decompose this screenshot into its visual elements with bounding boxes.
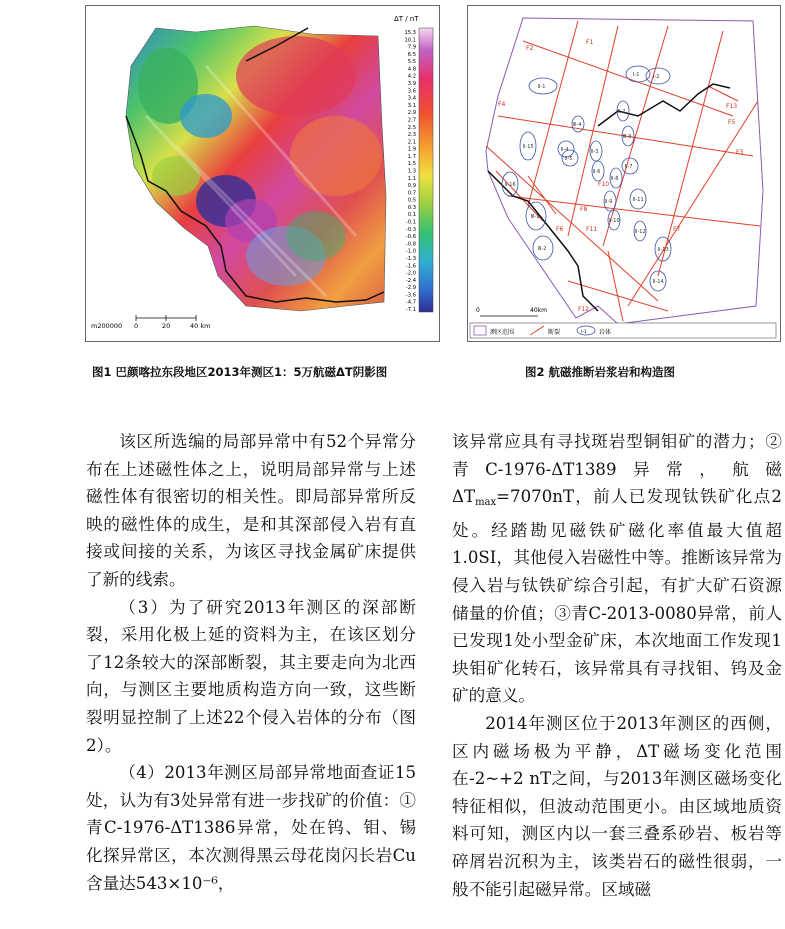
fault-label: F10 — [598, 181, 610, 188]
figure-2-structure-map — [467, 5, 781, 342]
body-label: Ⅲ-4 — [573, 122, 582, 128]
body-label: Ⅱ-6 — [593, 169, 601, 175]
body-label: Ⅱ-3 — [591, 149, 599, 155]
legend-value-label: -1.0 — [405, 248, 416, 255]
fault-label: F7 — [673, 226, 681, 233]
legend-value-label: -0.3 — [405, 226, 416, 233]
legend-boundary-label: 测区范围 — [490, 329, 515, 336]
paragraph-2014-survey: 2014年测区位于2013年测区的西侧，区内磁场极为平静，ΔT磁场变化范围在-2~+2 nT之间，与2013年测区磁场变化特征相似，但波动范围更小。由区域地质资料可知，测区内以一套三叠系砂岩、板岩等碎屑岩沉积为主，该类岩石的磁性很弱，一般不能引起磁异常。区域磁 — [452, 713, 782, 899]
legend-value-label: 3.9 — [407, 81, 416, 88]
fault-label: F6 — [556, 226, 564, 233]
legend-value-label: -4.7 — [405, 299, 416, 306]
body-label: Ⅱ-11 — [633, 197, 644, 203]
legend-labels — [404, 30, 416, 313]
paragraph-anomaly-continued: 该异常应具有寻找斑岩型铜钼矿的潜力；②青C-1976-ΔT1389异常，航磁$\Delta T_{max}=7070nT$，前人已发现钛铁矿化点2处。经踏勘见磁铁矿磁化率值最大值超1.0SI，其他侵入岩磁性中等。推断该异常为侵入岩与钛铁矿综合引起，有扩大矿石资源储量的价值；③青C-2013-0080异常，前人已发现1处小型金矿床，本次地面工作发现1块钼矿化转石，该异常具有寻找钼、钨及金矿的意义。 — [452, 432, 782, 706]
legend-value-label: 2.9 — [407, 110, 416, 117]
legend-value-label: 2.1 — [407, 139, 416, 146]
legend-value-label: 0.5 — [407, 197, 416, 204]
legend-value-label: 5.5 — [407, 59, 416, 66]
fault-label: F3 — [736, 149, 744, 156]
body-label: Ⅰ-2 — [653, 74, 660, 80]
body-label: Ⅱ-2 — [618, 109, 626, 115]
paragraph-deep-faults: （3）为了研究2013年测区的深部断裂，采用化极上延的资料为主，在该区划分了12条较大的深部断裂，其主要走向为北西向，与测区主要地质构造方向一致，这些断裂明显控制了上述22个侵入岩体的分布（图2）。 — [86, 597, 416, 755]
legend-value-label: 6.5 — [407, 51, 416, 58]
fault-label: F11 — [586, 226, 598, 233]
paragraph-local-anomalies: 该区所选编的局部异常中有52个异常分布在上述磁性体之上，说明局部异常与上述磁性体有很密切的相关性。即局部异常所反映的磁性体的成生，是和其深部侵入岩有直接或间接的关系，为该区寻找金属矿床提供了新的线索。 — [86, 432, 416, 589]
fault-label: F5 — [728, 119, 736, 126]
scale-tick-0: 0 — [476, 307, 480, 314]
legend-value-label: -0.1 — [405, 219, 416, 226]
legend-value-label: 15.3 — [404, 30, 416, 36]
scale-tick-40: 40km — [530, 307, 547, 314]
legend-value-label: 1.3 — [407, 168, 416, 175]
legend-value-label: 1.1 — [407, 175, 416, 182]
body-label: Ⅱ-1 — [538, 84, 546, 90]
scale-tick-0: 0 — [134, 322, 139, 330]
body-label: Ⅱ-5 — [565, 156, 573, 162]
legend-value-label: 2.7 — [407, 117, 416, 124]
legend-value-label: 4.8 — [407, 66, 416, 73]
legend-value-label: 0.7 — [407, 190, 416, 197]
max-subscript: max — [475, 497, 497, 509]
legend-value-label: 2.3 — [407, 132, 416, 139]
body-label: Ⅱ-4 — [561, 147, 569, 153]
legend-value-label: 0.1 — [407, 212, 416, 219]
legend-value-label: 0.3 — [407, 204, 416, 211]
magnetic-shaded-map — [86, 6, 439, 341]
legend-value-label: 3.6 — [407, 88, 416, 95]
body-label: Ⅱ-13 — [658, 247, 669, 253]
figure-2-caption: 图2 航磁推断岩浆岩和构造图 — [525, 365, 676, 379]
body-label: Ⅱ-9 — [605, 199, 613, 205]
scale-tick-40: 40 km — [190, 322, 211, 330]
body-label: Ⅱ-7 — [625, 164, 633, 170]
legend-value-label: -1.6 — [405, 263, 416, 270]
intrusive-bodies — [502, 66, 671, 291]
legend-value-label: 1.7 — [407, 153, 416, 160]
body-label: Ⅲ-3 — [623, 134, 632, 140]
body-label: Ⅱ-14 — [653, 279, 664, 285]
scale-prefix: m200000 — [91, 322, 123, 330]
body-label: Ⅰ-1 — [633, 72, 640, 78]
legend-value-label: 7.9 — [407, 44, 416, 51]
legend-value-label: 10.1 — [404, 37, 416, 44]
fault-label: F1 — [586, 39, 594, 46]
legend-value-label: -0.8 — [405, 241, 416, 248]
legend-value-label: 1.5 — [407, 161, 416, 168]
fault-label: F2 — [526, 45, 534, 52]
legend-body-sample: Ⅰ-1 — [581, 330, 587, 335]
left-text-column — [86, 428, 416, 897]
legend-value-label: -2.0 — [405, 270, 416, 277]
body-label: Ⅱ-8 — [611, 176, 619, 182]
legend-value-label: 2.5 — [407, 124, 416, 131]
figure-2-legend — [470, 323, 776, 338]
legend-value-label: 0.9 — [407, 183, 416, 190]
structure-map — [468, 6, 780, 341]
legend-value-label: 4.2 — [407, 73, 416, 80]
body-label: Ⅱ-15 — [523, 144, 534, 150]
legend-value-label: 3.4 — [407, 95, 416, 102]
fault-label: F4 — [498, 101, 506, 108]
body-label: Ⅲ-1 — [531, 214, 540, 220]
scale-tick-20: 20 — [162, 322, 171, 330]
figure-1-magnetic-map — [85, 5, 440, 342]
color-legend-bar — [419, 28, 433, 312]
legend-value-label: -0.6 — [405, 234, 416, 241]
legend-value-label: 1.9 — [407, 146, 416, 153]
body-label: Ⅱ-16 — [505, 182, 516, 188]
legend-title: ΔT / nT — [394, 15, 419, 23]
fault-lines — [486, 21, 760, 321]
paragraph-ground-check: （4）2013年测区局部异常地面查证15处，认为有3处异常有进一步找矿的价值：①青C-1976-ΔT1386异常，处在钨、钼、锡化探异常区，本次测得黑云母花岗闪长岩Cu含量达543×10⁻⁶， — [86, 763, 416, 893]
figure-1-caption: 图1 巴颜喀拉东段地区2013年测区1：5万航磁ΔT阴影图 — [92, 365, 388, 379]
legend-value-label: -3.6 — [405, 292, 416, 299]
legend-value-label: -1.3 — [405, 255, 416, 262]
legend-value-label: -7.1 — [405, 307, 416, 313]
body-label: Ⅱ-10 — [609, 218, 620, 224]
body-label: Ⅲ-2 — [538, 246, 547, 252]
fault-label: F8 — [580, 206, 588, 213]
body-label: Ⅱ-12 — [635, 229, 646, 235]
fault-label: F13 — [726, 103, 738, 110]
right-text-column — [452, 428, 782, 903]
legend-body-label: 岩体 — [599, 329, 612, 336]
survey-boundary — [486, 18, 763, 324]
legend-value-label: -2.4 — [405, 277, 416, 284]
legend-value-label: -2.9 — [405, 285, 416, 292]
legend-value-label: 3.1 — [407, 102, 416, 109]
legend-fault-label: 断裂 — [548, 329, 561, 336]
fault-label: F12 — [578, 306, 590, 313]
